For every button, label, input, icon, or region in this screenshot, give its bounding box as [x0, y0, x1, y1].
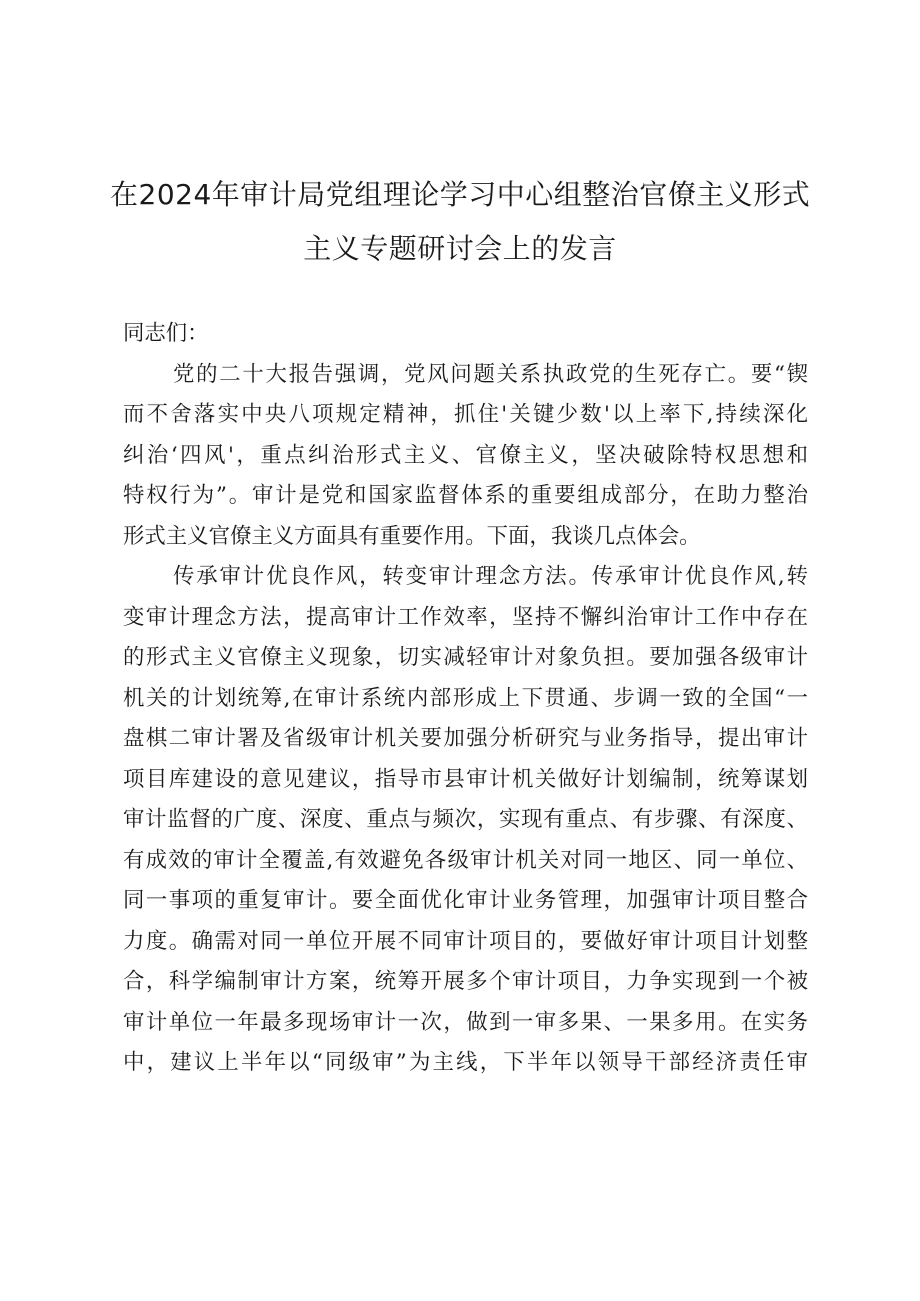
- document-body: [123, 314, 808, 1084]
- paragraph-line: 有成效的审计全覆盖,有效避免各级审计机关对同一地区、同一单位、: [123, 847, 808, 873]
- paragraph-line: 同一事项的重复审计。要全面优化审计业务管理，加强审计项目整合: [123, 888, 808, 913]
- title-line-2: 主义专题研讨会上的发言: [303, 232, 617, 265]
- paragraph-line: 形式主义官僚主义方面具有重要作用。下面，我谈几点体会。: [123, 523, 701, 549]
- paragraph-line: 而不舍落实中央八项规定精神，抓住'关键少数'以上率下,持续深化: [123, 402, 808, 427]
- paragraph-line: 中，建议上半年以“同级审”为主线，下半年以领导干部经济责任审: [123, 1050, 808, 1075]
- paragraph-line: 力度。确需对同一单位开展不同审计项目的，要做好审计项目计划整: [123, 928, 808, 954]
- salutation: 同志们：: [123, 321, 209, 346]
- paragraph-line: 审计单位一年最多现场审计一次，做到一审多果、一果多用。在实务: [123, 1009, 808, 1035]
- paragraph-line: 盘棋二审计署及省级审计机关要加强分析研究与业务指导，提出审计: [123, 726, 808, 751]
- paragraph-line: 党的二十大报告强调，党风问题关系执政党的生死存亡。要“锲: [173, 361, 808, 387]
- paragraph-line: 机关的计划统筹,在审计系统内部形成上下贯通、步调一致的全国“一: [123, 685, 808, 711]
- paragraph-line: 审计监督的广度、深度、重点与频次，实现有重点、有步骤、有深度、: [123, 807, 808, 832]
- paragraph-line: 特权行为”。审计是党和国家监督体系的重要组成部分，在助力整治: [123, 483, 808, 508]
- paragraph-line: 项目库建设的意见建议，指导市县审计机关做好计划编制，统筹谋划: [123, 766, 808, 792]
- paragraph-line: 纠治‘四风'，重点纠治形式主义、官僚主义，坚决破除特权思想和: [123, 442, 808, 468]
- document-title: [110, 168, 810, 276]
- paragraph-line: 传承审计优良作风，转变审计理念方法。传承审计优良作风,转: [173, 564, 808, 589]
- title-line-1: 在2024年审计局党组理论学习中心组整治官僚主义形式: [110, 178, 811, 211]
- paragraph-line: 合，科学编制审计方案，统筹开展多个审计项目，力争实现到一个被: [123, 969, 808, 994]
- paragraph-line: 变审计理念方法，提高审计工作效率，坚持不懈纠治审计工作中存在: [123, 604, 808, 630]
- paragraph-line: 的形式主义官僚主义现象，切实减轻审计对象负担。要加强各级审计: [123, 645, 808, 670]
